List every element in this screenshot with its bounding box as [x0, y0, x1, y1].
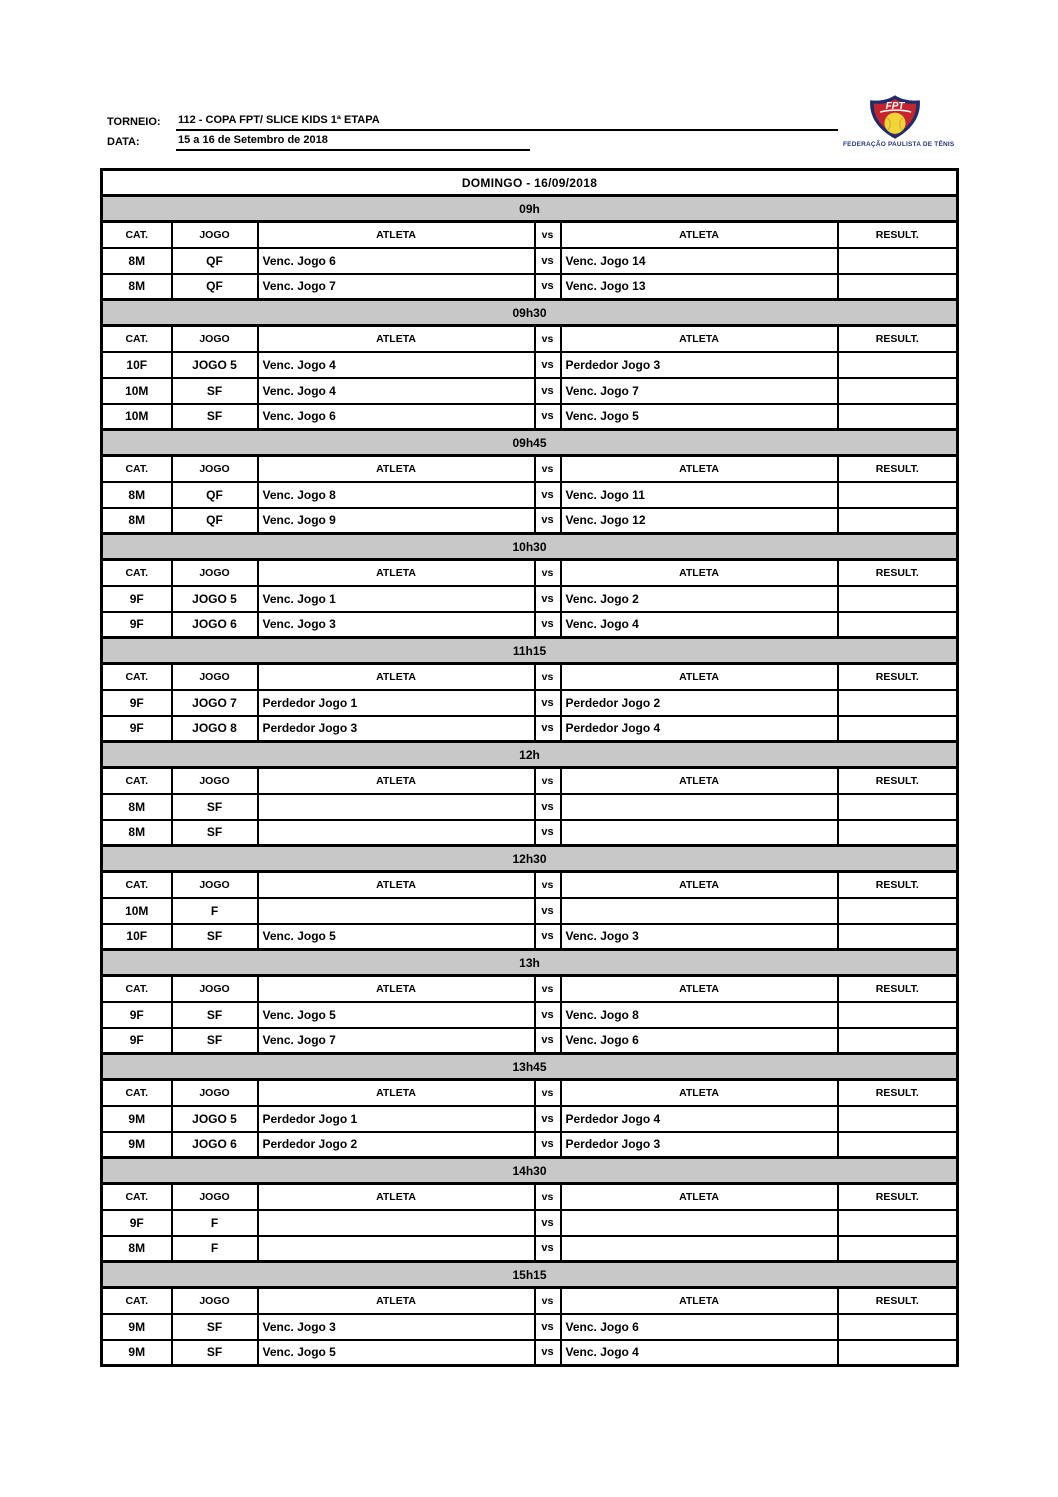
column-header-vs: vs [535, 1288, 561, 1314]
atleta-left-cell: Perdedor Jogo 1 [258, 690, 535, 716]
column-header-atleta: ATLETA [258, 222, 535, 248]
atleta-left-cell [258, 794, 535, 820]
match-row [102, 1028, 958, 1054]
cat-cell: 8M [102, 1236, 172, 1262]
result-cell [838, 898, 958, 924]
cat-cell: 8M [102, 820, 172, 846]
atleta-left-cell [258, 1236, 535, 1262]
column-header-atleta-2: ATLETA [561, 1288, 838, 1314]
time-band-row [102, 1054, 958, 1080]
column-header-result: RESULT. [838, 976, 958, 1002]
jogo-cell: JOGO 5 [172, 1106, 258, 1132]
column-header-jogo: JOGO [172, 1184, 258, 1210]
cat-cell: 10M [102, 378, 172, 404]
column-header-jogo: JOGO [172, 560, 258, 586]
result-cell [838, 1210, 958, 1236]
cat-cell: 9F [102, 1028, 172, 1054]
jogo-cell: SF [172, 794, 258, 820]
atleta-left-cell: Perdedor Jogo 1 [258, 1106, 535, 1132]
column-header-vs: vs [535, 456, 561, 482]
column-header-jogo: JOGO [172, 872, 258, 898]
match-row [102, 586, 958, 612]
torneio-label: TORNEIO: [107, 116, 161, 128]
result-cell [838, 716, 958, 742]
vs-cell: vs [535, 612, 561, 638]
time-band-14h30: 14h30 [102, 1158, 958, 1184]
column-header-result: RESULT. [838, 1184, 958, 1210]
atleta-left-cell: Venc. Jogo 8 [258, 482, 535, 508]
column-header-row [102, 872, 958, 898]
column-header-cat: CAT. [102, 1080, 172, 1106]
jogo-cell: F [172, 898, 258, 924]
match-row [102, 1132, 958, 1158]
vs-cell: vs [535, 1132, 561, 1158]
result-cell [838, 1340, 958, 1366]
column-header-atleta: ATLETA [258, 1288, 535, 1314]
jogo-cell: JOGO 8 [172, 716, 258, 742]
column-header-atleta: ATLETA [258, 456, 535, 482]
column-header-cat: CAT. [102, 872, 172, 898]
cat-cell: 9F [102, 612, 172, 638]
atleta-left-cell: Venc. Jogo 4 [258, 352, 535, 378]
atleta-right-cell: Venc. Jogo 8 [561, 1002, 838, 1028]
cat-cell: 8M [102, 794, 172, 820]
result-cell [838, 924, 958, 950]
fpt-logo-caption: FEDERAÇÃO PAULISTA DE TÊNIS [843, 141, 955, 148]
torneio-value: 112 - COPA FPT/ SLICE KIDS 1ª ETAPA [176, 113, 838, 131]
column-header-result: RESULT. [838, 1288, 958, 1314]
atleta-right-cell: Venc. Jogo 11 [561, 482, 838, 508]
data-value: 15 a 16 de Setembro de 2018 [176, 133, 530, 151]
cat-cell: 10F [102, 924, 172, 950]
column-header-atleta-2: ATLETA [561, 976, 838, 1002]
vs-cell: vs [535, 586, 561, 612]
column-header-result: RESULT. [838, 1080, 958, 1106]
match-row [102, 924, 958, 950]
match-row [102, 378, 958, 404]
time-band-12h: 12h [102, 742, 958, 768]
time-band-row [102, 534, 958, 560]
atleta-right-cell [561, 898, 838, 924]
atleta-left-cell: Venc. Jogo 7 [258, 1028, 535, 1054]
column-header-atleta: ATLETA [258, 1080, 535, 1106]
cat-cell: 9F [102, 1210, 172, 1236]
atleta-right-cell: Venc. Jogo 7 [561, 378, 838, 404]
column-header-jogo: JOGO [172, 326, 258, 352]
result-cell [838, 612, 958, 638]
atleta-right-cell: Perdedor Jogo 2 [561, 690, 838, 716]
atleta-right-cell: Perdedor Jogo 3 [561, 1132, 838, 1158]
jogo-cell: QF [172, 482, 258, 508]
time-band-09h45: 09h45 [102, 430, 958, 456]
atleta-left-cell: Venc. Jogo 5 [258, 1002, 535, 1028]
column-header-row [102, 326, 958, 352]
column-header-cat: CAT. [102, 560, 172, 586]
result-cell [838, 820, 958, 846]
vs-cell: vs [535, 1210, 561, 1236]
atleta-left-cell: Venc. Jogo 9 [258, 508, 535, 534]
column-header-vs: vs [535, 768, 561, 794]
column-header-atleta: ATLETA [258, 872, 535, 898]
column-header-atleta: ATLETA [258, 768, 535, 794]
atleta-right-cell: Perdedor Jogo 4 [561, 1106, 838, 1132]
jogo-cell: SF [172, 1314, 258, 1340]
column-header-atleta-2: ATLETA [561, 872, 838, 898]
time-band-row [102, 638, 958, 664]
match-row [102, 794, 958, 820]
fpt-shield-icon [864, 94, 926, 140]
vs-cell: vs [535, 1028, 561, 1054]
atleta-left-cell [258, 898, 535, 924]
result-cell [838, 482, 958, 508]
column-header-row [102, 664, 958, 690]
result-cell [838, 274, 958, 300]
jogo-cell: JOGO 5 [172, 586, 258, 612]
data-label: DATA: [107, 136, 140, 148]
result-cell [838, 404, 958, 430]
cat-cell: 10F [102, 352, 172, 378]
jogo-cell: SF [172, 820, 258, 846]
vs-cell: vs [535, 1340, 561, 1366]
atleta-right-cell: Venc. Jogo 4 [561, 1340, 838, 1366]
cat-cell: 9F [102, 1002, 172, 1028]
schedule-table-body [102, 170, 958, 1366]
cat-cell: 9F [102, 586, 172, 612]
fpt-logo [843, 94, 955, 148]
column-header-atleta-2: ATLETA [561, 456, 838, 482]
time-band-15h15: 15h15 [102, 1262, 958, 1288]
time-band-row [102, 1158, 958, 1184]
column-header-jogo: JOGO [172, 976, 258, 1002]
time-band-13h: 13h [102, 950, 958, 976]
data-line [107, 131, 838, 151]
atleta-right-cell [561, 794, 838, 820]
time-band-row [102, 300, 958, 326]
match-row [102, 508, 958, 534]
jogo-cell: SF [172, 378, 258, 404]
atleta-right-cell: Venc. Jogo 6 [561, 1314, 838, 1340]
atleta-right-cell: Venc. Jogo 14 [561, 248, 838, 274]
column-header-atleta: ATLETA [258, 1184, 535, 1210]
cat-cell: 9M [102, 1106, 172, 1132]
vs-cell: vs [535, 820, 561, 846]
atleta-left-cell: Venc. Jogo 3 [258, 612, 535, 638]
column-header-atleta-2: ATLETA [561, 1184, 838, 1210]
atleta-right-cell: Perdedor Jogo 3 [561, 352, 838, 378]
column-header-row [102, 976, 958, 1002]
column-header-result: RESULT. [838, 222, 958, 248]
cat-cell: 10M [102, 898, 172, 924]
column-header-vs: vs [535, 872, 561, 898]
schedule-table [100, 168, 959, 1367]
match-row [102, 820, 958, 846]
cat-cell: 9M [102, 1340, 172, 1366]
time-band-12h30: 12h30 [102, 846, 958, 872]
cat-cell: 10M [102, 404, 172, 430]
vs-cell: vs [535, 378, 561, 404]
column-header-cat: CAT. [102, 1288, 172, 1314]
atleta-right-cell [561, 1210, 838, 1236]
column-header-jogo: JOGO [172, 222, 258, 248]
jogo-cell: F [172, 1236, 258, 1262]
column-header-vs: vs [535, 1184, 561, 1210]
match-row [102, 1106, 958, 1132]
column-header-atleta-2: ATLETA [561, 1080, 838, 1106]
column-header-result: RESULT. [838, 872, 958, 898]
column-header-row [102, 768, 958, 794]
torneio-line [107, 113, 838, 131]
jogo-cell: JOGO 7 [172, 690, 258, 716]
atleta-left-cell: Venc. Jogo 5 [258, 1340, 535, 1366]
match-row [102, 352, 958, 378]
cat-cell: 8M [102, 508, 172, 534]
vs-cell: vs [535, 1106, 561, 1132]
column-header-cat: CAT. [102, 1184, 172, 1210]
cat-cell: 8M [102, 274, 172, 300]
atleta-left-cell: Venc. Jogo 5 [258, 924, 535, 950]
atleta-left-cell: Venc. Jogo 6 [258, 248, 535, 274]
svg-text:FPT: FPT [885, 100, 905, 112]
cat-cell: 8M [102, 248, 172, 274]
result-cell [838, 508, 958, 534]
document-header [107, 113, 838, 151]
result-cell [838, 586, 958, 612]
atleta-left-cell [258, 1210, 535, 1236]
column-header-vs: vs [535, 326, 561, 352]
result-cell [838, 1002, 958, 1028]
vs-cell: vs [535, 898, 561, 924]
atleta-right-cell: Venc. Jogo 6 [561, 1028, 838, 1054]
match-row [102, 1340, 958, 1366]
time-band-row [102, 430, 958, 456]
column-header-vs: vs [535, 1080, 561, 1106]
column-header-vs: vs [535, 222, 561, 248]
match-row [102, 690, 958, 716]
atleta-left-cell: Perdedor Jogo 2 [258, 1132, 535, 1158]
atleta-left-cell: Venc. Jogo 4 [258, 378, 535, 404]
vs-cell: vs [535, 924, 561, 950]
result-cell [838, 794, 958, 820]
column-header-row [102, 1080, 958, 1106]
jogo-cell: JOGO 6 [172, 1132, 258, 1158]
atleta-right-cell: Venc. Jogo 3 [561, 924, 838, 950]
vs-cell: vs [535, 352, 561, 378]
column-header-atleta-2: ATLETA [561, 664, 838, 690]
match-row [102, 716, 958, 742]
cat-cell: 9F [102, 716, 172, 742]
result-cell [838, 248, 958, 274]
time-band-09h30: 09h30 [102, 300, 958, 326]
column-header-atleta-2: ATLETA [561, 768, 838, 794]
match-row [102, 482, 958, 508]
jogo-cell: QF [172, 274, 258, 300]
jogo-cell: QF [172, 508, 258, 534]
atleta-right-cell [561, 820, 838, 846]
cat-cell: 8M [102, 482, 172, 508]
column-header-cat: CAT. [102, 976, 172, 1002]
atleta-left-cell [258, 820, 535, 846]
column-header-row [102, 1288, 958, 1314]
column-header-vs: vs [535, 664, 561, 690]
vs-cell: vs [535, 482, 561, 508]
match-row [102, 898, 958, 924]
atleta-right-cell: Venc. Jogo 12 [561, 508, 838, 534]
time-band-row [102, 846, 958, 872]
column-header-row [102, 456, 958, 482]
column-header-result: RESULT. [838, 560, 958, 586]
column-header-jogo: JOGO [172, 768, 258, 794]
result-cell [838, 1028, 958, 1054]
result-cell [838, 352, 958, 378]
atleta-right-cell: Venc. Jogo 2 [561, 586, 838, 612]
time-band-row [102, 196, 958, 222]
cat-cell: 9M [102, 1132, 172, 1158]
atleta-right-cell [561, 1236, 838, 1262]
column-header-result: RESULT. [838, 768, 958, 794]
column-header-cat: CAT. [102, 222, 172, 248]
time-band-10h30: 10h30 [102, 534, 958, 560]
match-row [102, 1002, 958, 1028]
column-header-row [102, 1184, 958, 1210]
column-header-jogo: JOGO [172, 1288, 258, 1314]
column-header-jogo: JOGO [172, 1080, 258, 1106]
vs-cell: vs [535, 794, 561, 820]
column-header-result: RESULT. [838, 456, 958, 482]
time-band-row [102, 950, 958, 976]
time-band-row [102, 1262, 958, 1288]
column-header-result: RESULT. [838, 326, 958, 352]
jogo-cell: JOGO 6 [172, 612, 258, 638]
match-row [102, 248, 958, 274]
column-header-atleta: ATLETA [258, 560, 535, 586]
jogo-cell: SF [172, 1028, 258, 1054]
schedule-title: DOMINGO - 16/09/2018 [102, 170, 958, 196]
jogo-cell: SF [172, 1340, 258, 1366]
vs-cell: vs [535, 1002, 561, 1028]
column-header-cat: CAT. [102, 768, 172, 794]
atleta-left-cell: Venc. Jogo 1 [258, 586, 535, 612]
column-header-cat: CAT. [102, 664, 172, 690]
column-header-atleta-2: ATLETA [561, 326, 838, 352]
time-band-11h15: 11h15 [102, 638, 958, 664]
jogo-cell: F [172, 1210, 258, 1236]
result-cell [838, 378, 958, 404]
atleta-left-cell: Perdedor Jogo 3 [258, 716, 535, 742]
atleta-right-cell: Venc. Jogo 13 [561, 274, 838, 300]
jogo-cell: SF [172, 404, 258, 430]
match-row [102, 274, 958, 300]
vs-cell: vs [535, 690, 561, 716]
match-row [102, 404, 958, 430]
result-cell [838, 1314, 958, 1340]
vs-cell: vs [535, 508, 561, 534]
atleta-left-cell: Venc. Jogo 3 [258, 1314, 535, 1340]
jogo-cell: SF [172, 924, 258, 950]
vs-cell: vs [535, 1236, 561, 1262]
vs-cell: vs [535, 248, 561, 274]
match-row [102, 612, 958, 638]
time-band-13h45: 13h45 [102, 1054, 958, 1080]
column-header-cat: CAT. [102, 456, 172, 482]
result-cell [838, 690, 958, 716]
column-header-jogo: JOGO [172, 664, 258, 690]
result-cell [838, 1132, 958, 1158]
column-header-row [102, 222, 958, 248]
vs-cell: vs [535, 1314, 561, 1340]
schedule-title-row [102, 170, 958, 196]
result-cell [838, 1106, 958, 1132]
column-header-vs: vs [535, 976, 561, 1002]
jogo-cell: JOGO 5 [172, 352, 258, 378]
match-row [102, 1314, 958, 1340]
column-header-atleta-2: ATLETA [561, 560, 838, 586]
column-header-jogo: JOGO [172, 456, 258, 482]
column-header-cat: CAT. [102, 326, 172, 352]
column-header-atleta: ATLETA [258, 664, 535, 690]
match-row [102, 1210, 958, 1236]
time-band-row [102, 742, 958, 768]
column-header-atleta: ATLETA [258, 326, 535, 352]
column-header-result: RESULT. [838, 664, 958, 690]
time-band-09h: 09h [102, 196, 958, 222]
cat-cell: 9F [102, 690, 172, 716]
vs-cell: vs [535, 404, 561, 430]
vs-cell: vs [535, 274, 561, 300]
jogo-cell: SF [172, 1002, 258, 1028]
atleta-right-cell: Venc. Jogo 5 [561, 404, 838, 430]
result-cell [838, 1236, 958, 1262]
atleta-right-cell: Venc. Jogo 4 [561, 612, 838, 638]
atleta-left-cell: Venc. Jogo 7 [258, 274, 535, 300]
atleta-left-cell: Venc. Jogo 6 [258, 404, 535, 430]
column-header-row [102, 560, 958, 586]
column-header-atleta: ATLETA [258, 976, 535, 1002]
column-header-atleta-2: ATLETA [561, 222, 838, 248]
column-header-vs: vs [535, 560, 561, 586]
vs-cell: vs [535, 716, 561, 742]
cat-cell: 9M [102, 1314, 172, 1340]
atleta-right-cell: Perdedor Jogo 4 [561, 716, 838, 742]
jogo-cell: QF [172, 248, 258, 274]
match-row [102, 1236, 958, 1262]
